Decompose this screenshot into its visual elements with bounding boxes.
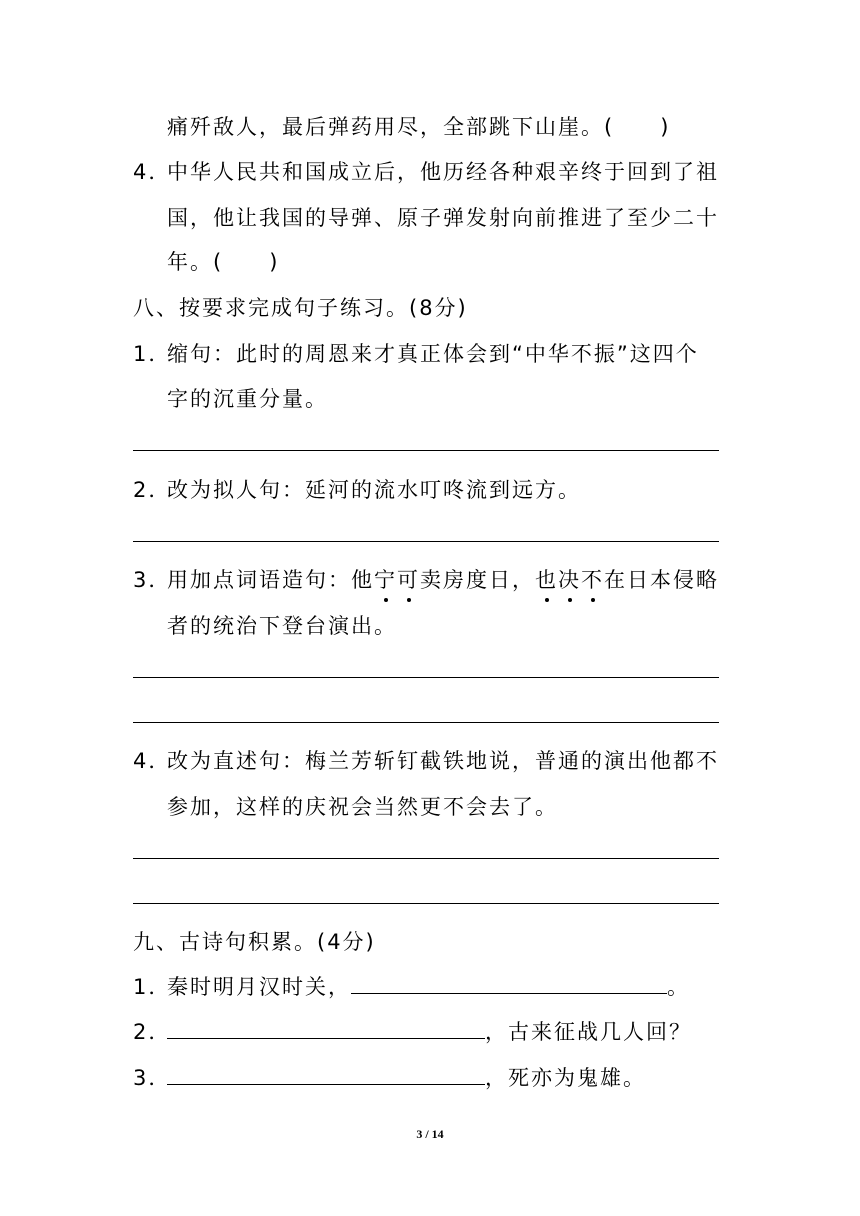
question-text: 中华人民共和国成立后，他历经各种艰辛终于回到了祖 <box>167 160 719 184</box>
section-title-q9: 九、古诗句积累。(4分) <box>133 930 376 954</box>
dotted-char: 不 <box>581 568 604 592</box>
fill-blank[interactable] <box>167 1018 485 1039</box>
answer-line[interactable] <box>133 677 719 678</box>
item-number: 4． <box>133 749 172 773</box>
item-number: 3． <box>133 568 172 592</box>
q9-item1 <box>133 973 690 1001</box>
item-number: 2． <box>133 1020 172 1044</box>
question-text: 改为拟人句：延河的流水叮咚流到远方。 <box>167 478 581 502</box>
dotted-char: 可 <box>397 568 420 592</box>
question-text: 用加点词语造句：他 <box>167 568 374 592</box>
question-text: 者的统治下登台演出。 <box>167 614 397 638</box>
question-text: 在日本侵略 <box>604 568 719 592</box>
page-number: 3 / 14 <box>416 1127 444 1141</box>
fill-blank[interactable] <box>351 973 667 994</box>
dotted-char: 决 <box>558 568 581 592</box>
item-number: 1． <box>133 975 172 999</box>
question-text: 卖房度日， <box>420 568 535 592</box>
dotted-char: 也 <box>535 568 558 592</box>
answer-line[interactable] <box>133 903 719 904</box>
answer-line[interactable] <box>133 541 719 542</box>
question-text: 参加，这样的庆祝会当然更不会去了。 <box>167 795 558 819</box>
question-text: 国，他让我国的导弹、原子弹发射向前推进了至少二十 <box>167 206 719 230</box>
answer-line[interactable] <box>133 722 719 723</box>
poem-text: 秦时明月汉时关， <box>167 975 351 999</box>
item-number: 2． <box>133 478 172 502</box>
answer-line[interactable] <box>133 858 719 859</box>
answer-line[interactable] <box>133 450 719 451</box>
item-number: 3． <box>133 1066 172 1090</box>
question-text: 缩句：此时的周恩来才真正体会到“中华不振”这四个 <box>167 342 699 366</box>
poem-text: 。 <box>667 975 690 999</box>
item-number: 4． <box>133 160 172 184</box>
q9-item3 <box>133 1064 646 1092</box>
question-text: 年。( ) <box>167 250 280 274</box>
question-text: 改为直述句：梅兰芳斩钉截铁地说，普通的演出他都不 <box>167 749 719 773</box>
q7-item3-continuation: 痛歼敌人，最后弹药用尽，全部跳下山崖。( ) <box>167 115 671 139</box>
poem-text: ，古来征战几人回？ <box>485 1020 692 1044</box>
fill-blank[interactable] <box>167 1064 485 1085</box>
section-title-q8: 八、按要求完成句子练习。(8分) <box>133 296 468 320</box>
item-number: 1． <box>133 342 172 366</box>
question-text: 字的沉重分量。 <box>167 387 328 411</box>
dotted-char: 宁 <box>374 568 397 592</box>
q9-item2 <box>133 1018 692 1046</box>
poem-text: ，死亦为鬼雄。 <box>485 1066 646 1090</box>
